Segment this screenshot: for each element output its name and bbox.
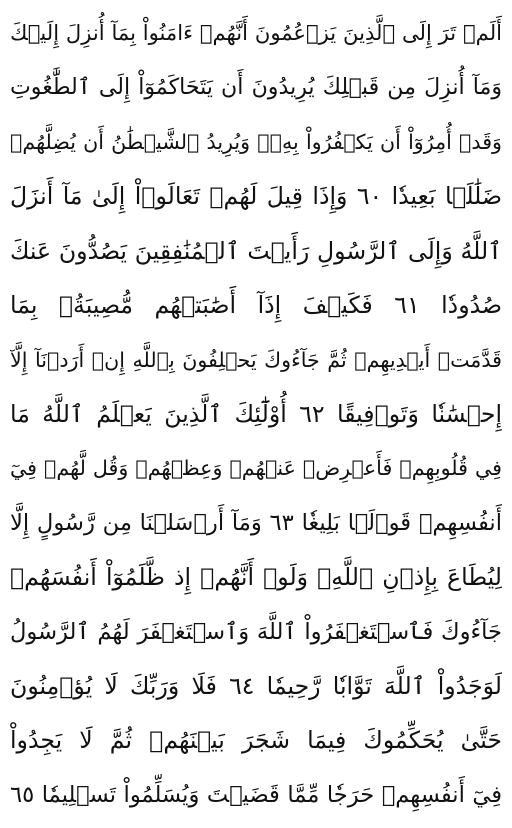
line-text: جَآءُوكَ فَٱسۡتَغۡفَرُواْ ٱللَّهَ وَٱسۡتَغۡفَرَ لَهُمُ ٱلرَّسُولُ [10, 618, 502, 645]
verse-line-3 [10, 115, 502, 169]
verse-line-11 [10, 550, 502, 604]
verse-line-10 [10, 496, 502, 550]
line-text: لَوَجَدُواْ ٱللَّهَ تَوَّابٗا رَّحِيمٗا ٦٤ فَلَا وَرَبِّكَ لَا يُؤۡمِنُونَ [10, 672, 502, 701]
verse-line-14 [10, 713, 502, 767]
line-text: أَنفُسِهِمۡ قَوۡلَۢا بَلِيغٗا ٦٣ وَمَآ أَرۡسَلۡنَا مِن رَّسُولٍ إِلَّا [10, 509, 502, 536]
verse-line-1 [10, 6, 502, 60]
line-text: صُدُودٗا ٦١ فَكَيۡفَ إِذَآ أَصَٰبَتۡهُم مُّصِيبَةُۢ بِمَا [10, 291, 502, 320]
line-text: قَدَّمَتۡ أَيۡدِيهِمۡ ثُمَّ جَآءُوكَ يَحۡلِفُونَ بِٱللَّهِ إِنۡ أَرَدۡنَآ إِلَّآ [10, 347, 502, 372]
line-text: فِي قُلُوبِهِمۡ فَأَعۡرِضۡ عَنۡهُمۡ وَعِظۡهُمۡ وَقُل لَّهُمۡ فِيٓ [10, 456, 502, 481]
verse-line-7 [10, 333, 502, 387]
verse-line-4 [10, 169, 502, 223]
line-text: وَقَدۡ أُمِرُوٓاْ أَن يَكۡفُرُواْ بِهِۦۖ وَيُرِيدُ ٱلشَّيۡطَٰنُ أَن يُضِلَّهُمۡ [10, 129, 502, 154]
line-text: إِحۡسَٰنٗا وَتَوۡفِيقًا ٦٢ أُوْلَٰٓئِكَ ٱلَّذِينَ يَعۡلَمُ ٱللَّهُ مَا [10, 399, 502, 428]
verse-lines [10, 6, 502, 822]
line-text: أَلَمۡ تَرَ إِلَى ٱلَّذِينَ يَزۡعُمُونَ أَنَّهُمۡ ءَامَنُواْ بِمَآ أُنزِلَ إِلَيۡكَ [10, 20, 502, 45]
verse-line-13 [10, 659, 502, 713]
line-text: لِيُطَاعَ بِإِذۡنِ ٱللَّهِۚ وَلَوۡ أَنَّهُمۡ إِذ ظَّلَمُوٓاْ أَنفُسَهُمۡ [10, 563, 502, 592]
verse-line-12 [10, 605, 502, 659]
verse-line-2 [10, 60, 502, 114]
verse-line-5 [10, 224, 502, 278]
line-text: وَمَآ أُنزِلَ مِن قَبۡلِكَ يُرِيدُونَ أَن يَتَحَاكَمُوٓاْ إِلَى ٱلطَّٰغُوتِ [10, 74, 502, 101]
line-text: فِيٓ أَنفُسِهِمۡ حَرَجٗا مِّمَّا قَضَيۡتَ وَيُسَلِّمُواْ تَسۡلِيمٗا ٦٥ [10, 781, 502, 808]
line-text: ضَلَٰلَۢا بَعِيدٗا ٦٠ وَإِذَا قِيلَ لَهُمۡ تَعَالَوۡاْ إِلَىٰ مَآ أَنزَلَ [10, 182, 502, 211]
line-text: ٱللَّهُ وَإِلَى ٱلرَّسُولِ رَأَيۡتَ ٱلۡمُنَٰفِقِينَ يَصُدُّونَ عَنكَ [10, 236, 502, 265]
verse-line-8 [10, 387, 502, 441]
verse-line-6 [10, 278, 502, 332]
verse-line-9 [10, 441, 502, 495]
line-text: حَتَّىٰ يُحَكِّمُوكَ فِيمَا شَجَرَ بَيۡنَهُمۡ ثُمَّ لَا يَجِدُواْ [10, 726, 502, 755]
verse-line-15 [10, 768, 502, 822]
